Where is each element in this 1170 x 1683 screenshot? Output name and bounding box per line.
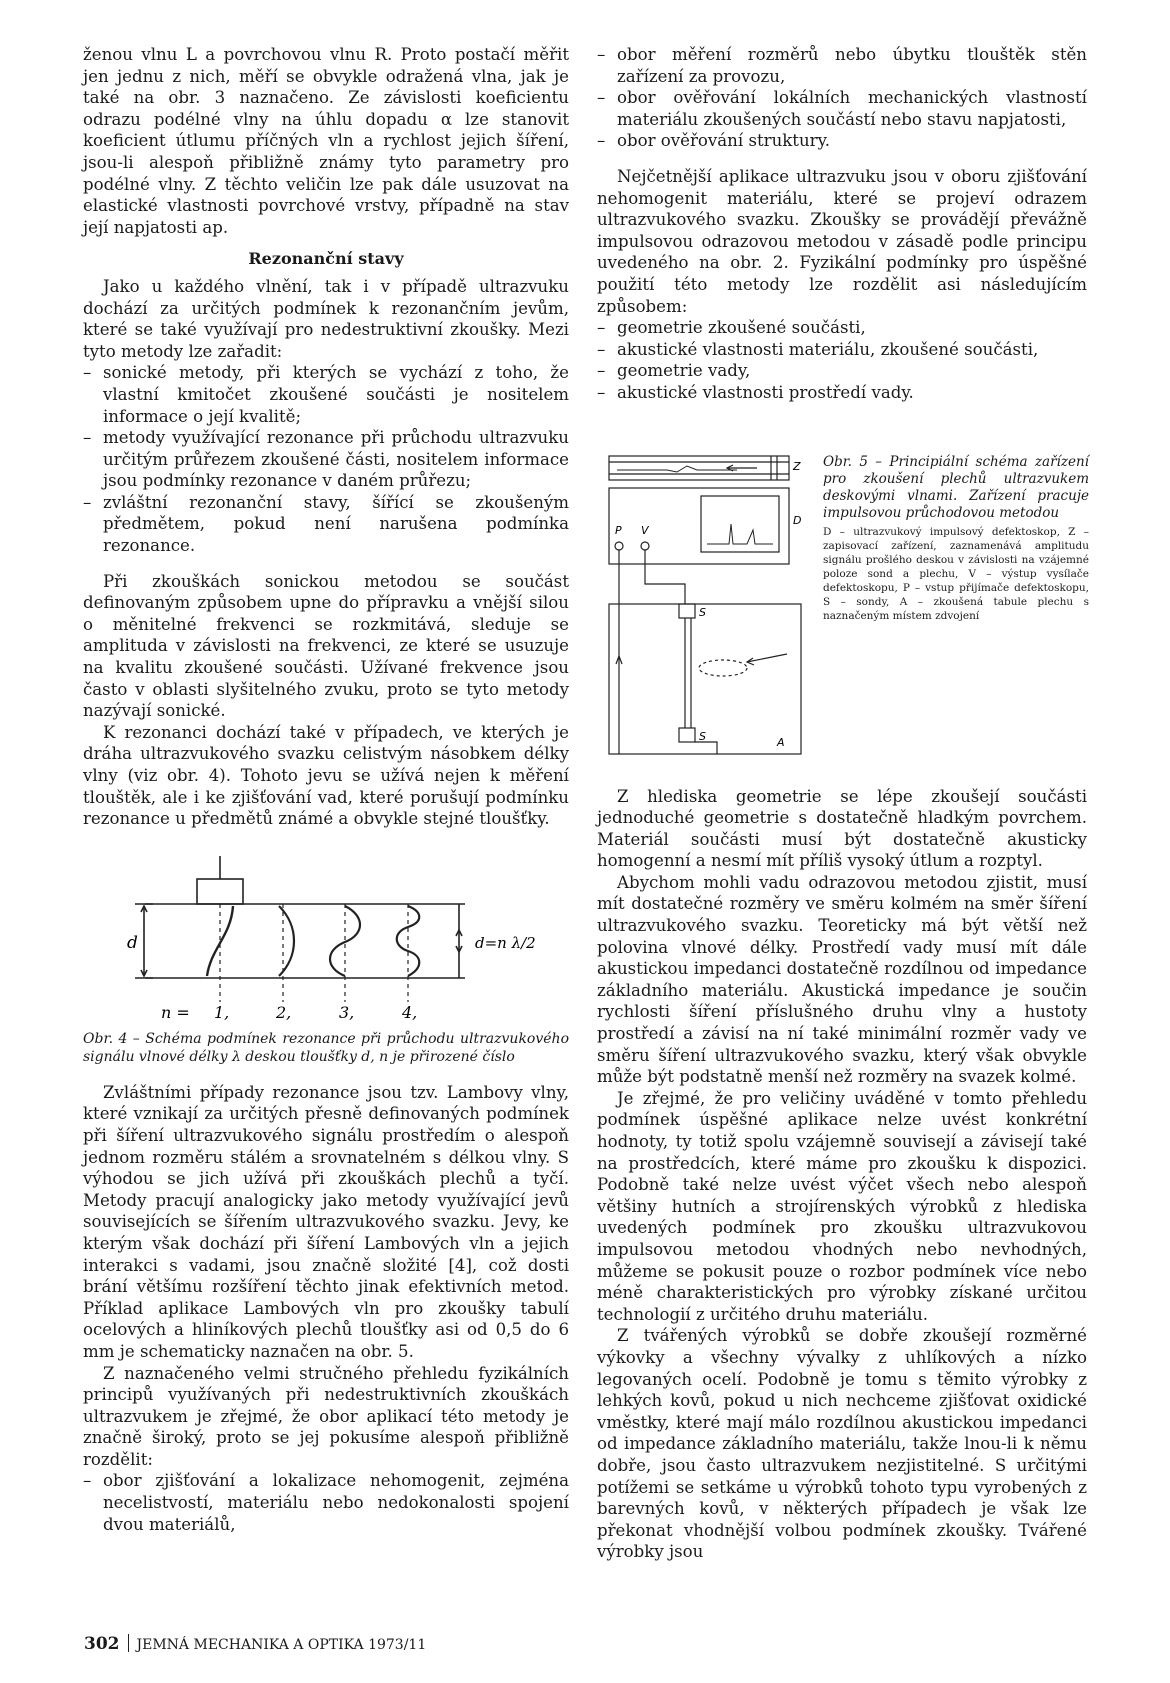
paragraph: K rezonanci dochází také v případech, ve kterých je dráha ultrazvukového svazku celistvým násobkem délky vlny (viz obr. 4). Tohoto jevu se užívá nejen k měření tlouštěk, ale i ke zjišťování vad, které porušují podmínku rezonance u předmětů známé a obvykle stejné tloušťky. bbox=[83, 722, 569, 829]
right-column bbox=[597, 44, 1087, 1563]
figure-5-svg bbox=[597, 454, 819, 772]
figure-4-caption: Obr. 4 – Schéma podmínek rezonance při průchodu ultrazvukového signálu vlnové délky λ deskou tloušťky d, n je přirozené číslo bbox=[83, 1030, 569, 1065]
paragraph: ženou vlnu L a povrchovou vlnu R. Proto postačí měřit jen jednu z nich, měří se obvykle odražená vlna, jak je také na obr. 3 naznačeno. Ze závislosti koeficientu odrazu podélné vlny na úhlu dopadu α lze stanovit koeficient útlumu příčných vln a rychlost jejich šíření, jsou-li alespoň přibližně známy tyto parametry pro podélné vlny. Z těchto veličin lze pak dále usuzovat na elastické vlastnosti povrchové vrstvy, případně na stav její napjatosti ap. bbox=[83, 45, 569, 237]
paragraph: Zvláštními případy rezonance jsou tzv. Lambovy vlny, které vznikají za určitých přesně definovaných podmínek při šíření ultrazvukového signálu prostředím o alespoň jednom rozměru stálém a srovnatelném s délkou vlny. S výhodou se jich užívá při zkouškách plechů a tyčí. Metody pracují analogicky jako metody využívající jevů souvisejících se šířením ultrazvukového svazku. Jevy, ke kterým však dochází při šíření Lambových vln a jejich interakci s vadami, jsou značně složité [4], což dosti brání většímu rozšíření těchto jinak efektivních metod. Příklad aplikace Lambových vln pro zkoušky tabulí ocelových a hliníkových plechů tloušťky asi od 0,5 do 6 mm je schematicky naznačen na obr. 5. bbox=[83, 1082, 569, 1361]
bullet-list bbox=[83, 1470, 569, 1535]
left-column bbox=[83, 44, 569, 1535]
paragraph: Jako u každého vlnění, tak i v případě ultrazvuku dochází za určitých podmínek k rezonančním jevům, které se také využívají pro nedestruktivní zkoušky. Mezi tyto metody lze zařadit: bbox=[83, 276, 569, 361]
list-item: – sonické metody, při kterých se vychází z toho, že vlastní kmitočet zkoušené součásti je nositelem informace o její kvalitě; bbox=[83, 362, 569, 427]
n-value: 3, bbox=[339, 1002, 355, 1022]
label-A: A bbox=[777, 735, 785, 749]
list-item: – geometrie vady, bbox=[597, 360, 1087, 382]
resonance-formula: d=n λ/2 bbox=[475, 933, 536, 952]
footer-separator bbox=[128, 1634, 129, 1652]
label-P: P bbox=[615, 523, 622, 537]
n-value: 1, bbox=[214, 1002, 230, 1022]
bullet-list bbox=[83, 362, 569, 556]
paragraph: Z tvářených výrobků se dobře zkoušejí rozměrné výkovky a všechny vývalky z uhlíkových a nízko legovaných ocelí. Podobně je tomu s těmito výrobky z lehkých kovů, pokud u nich nechceme zjišťovat oxidické vměstky, které mají málo rozdílnou akustickou impedanci od impedance základního materiálu, takže lnou-li k němu dobře, jsou často ultrazvukem nezjistitelné. S určitými potížemi se setkáme u výrobků tohoto typu vyrobených z barevných kovů, v některých případech je však lze překonat vhodnější volbou podmínek zkoušky. Tvářené výrobky jsou bbox=[597, 1326, 1087, 1562]
page-footer bbox=[84, 1634, 426, 1654]
paragraph: Z naznačeného velmi stručného přehledu fyzikálních principů využívaných při nedestruktivních zkouškách ultrazvukem je zřejmé, že obor aplikací této metody je značně široký, proto se jej pokusíme alespoň přibližně rozdělit: bbox=[83, 1363, 569, 1469]
label-D: D bbox=[793, 513, 802, 527]
list-item: – obor zjišťování a lokalizace nehomogenit, zejména necelistvostí, materiálu nebo nedokonalosti spojení dvou materiálů, bbox=[83, 1470, 569, 1535]
list-item: – metody využívající rezonance při průchodu ultrazvuku určitým průřezem zkoušené části, nositelem informace jsou podmínky rezonance v daném průřezu; bbox=[83, 427, 569, 492]
paragraph: Z hlediska geometrie se lépe zkoušejí součásti jednoduché geometrie s dostatečně hladkým povrchem. Materiál součásti musí být dostatečně akusticky homogenní a nesmí mít příliš vysoký útlum a rozptyl. bbox=[597, 786, 1087, 871]
list-item: – zvláštní rezonanční stavy, šířící se zkoušeným předmětem, pokud není narušena podmínka rezonance. bbox=[83, 492, 569, 557]
journal-name: JEMNÁ MECHANIKA A OPTIKA 1973/11 bbox=[136, 1637, 427, 1653]
figure-5-caption bbox=[823, 454, 1089, 623]
figure-5 bbox=[597, 454, 1087, 772]
list-item: – obor ověřování lokálních mechanických vlastností materiálu zkoušených součástí nebo stavu napjatosti, bbox=[597, 87, 1087, 130]
n-label: n = bbox=[161, 1002, 190, 1022]
label-V: V bbox=[641, 523, 649, 537]
paragraph: Při zkouškách sonickou metodou se součást definovaným způsobem upne do přípravku a vnější silou o měnitelné frekvenci se rozkmitává, sleduje se amplituda v závislosti na frekvenci, ze které se usuzuje na kvalitu zkoušené součásti. Užívané frekvence jsou často v oblasti slyšitelného zvuku, proto se tyto metody nazývají sonické. bbox=[83, 571, 569, 721]
label-S: S bbox=[699, 605, 706, 619]
list-item: – geometrie zkoušené součásti, bbox=[597, 317, 1087, 339]
n-value: 2, bbox=[276, 1002, 292, 1022]
list-item: – akustické vlastnosti materiálu, zkoušené součásti, bbox=[597, 339, 1087, 361]
figure-4-svg bbox=[83, 856, 569, 1024]
section-heading: Rezonanční stavy bbox=[248, 249, 404, 269]
figure-5-caption-legend: D – ultrazvukový impulsový defektoskop, Z – zapisovací zařízení, zaznamenává amplitudu signálu prošlého deskou v závislosti na vzájemné poloze sond a plechu, V – výstup vysílače defektoskopu, P – vstup přijímače defektoskopu, S – sondy, A – zkoušená tabule plechu s naznačeným místem zdvojení bbox=[823, 525, 1089, 622]
n-value: 4, bbox=[402, 1002, 418, 1022]
label-S: S bbox=[699, 729, 706, 743]
paragraph: Je zřejmé, že pro veličiny uváděné v tomto přehledu podmínek úspěšné aplikace nelze uvést konkrétní hodnoty, ty totiž spolu vzájemně souvisejí a závisejí také na prostředcích, které máme pro zkoušku k dispozici. Podobně také nelze uvést výčet všech nebo alespoň většiny hutních a strojírenských výrobků z hlediska uvedených podmínek pro zkoušku ultrazvukovou impulsovou metodou vhodných nebo nevhodných, můžeme se pokusit pouze o rozbor podmínek více nebo méně charakteristických pro výrobky získané určitou technologií z určitého druhu materiálu. bbox=[597, 1088, 1087, 1324]
paragraph: Nejčetnější aplikace ultrazvuku jsou v oboru zjišťování nehomogenit materiálu, které se projeví odrazem ultrazvukového svazku. Zkoušky se provádějí převážně impulsovou odrazovou metodou v zásadě podle principu uvedeného na obr. 2. Fyzikální podmínky pro úspěšné použití této metody lze rozdělit asi následujícím způsobem: bbox=[597, 166, 1087, 316]
figure-5-caption-title: Obr. 5 – Principiální schéma zařízení pro zkoušení plechů ultrazvukem deskovými vlnami. Zařízení pracuje impulsovou průchodovou metodou bbox=[823, 453, 1089, 521]
figure-4-resonance-diagram bbox=[83, 856, 569, 1024]
page-number: 302 bbox=[84, 1634, 120, 1654]
list-item: – akustické vlastnosti prostředí vady. bbox=[597, 382, 1087, 404]
bullet-list bbox=[597, 317, 1087, 403]
list-item: – obor ověřování struktury. bbox=[597, 130, 1087, 152]
bullet-list bbox=[597, 44, 1087, 152]
label-Z: Z bbox=[793, 459, 801, 473]
paragraph: Abychom mohli vadu odrazovou metodou zjistit, musí mít dostatečné rozměry ve směru kolmém na směr šíření ultrazvukového svazku. Teoreticky má být větší než polovina vlnové délky. Prostředí vady musí mít dále akustickou impedanci dostatečně rozdílnou od impedance základního materiálu. Akustická impedance je součin rychlosti šíření příslušného druhu vlny a hustoty prostředí a závisí na ní také minimální rozměr vady ve směru šíření ultrazvukového svazku, který však obvykle může být podstatně menší než rozměry na svazek kolmé. bbox=[597, 872, 1087, 1087]
list-item: – obor měření rozměrů nebo úbytku tlouštěk stěn zařízení za provozu, bbox=[597, 44, 1087, 87]
d-label: d bbox=[127, 932, 138, 953]
